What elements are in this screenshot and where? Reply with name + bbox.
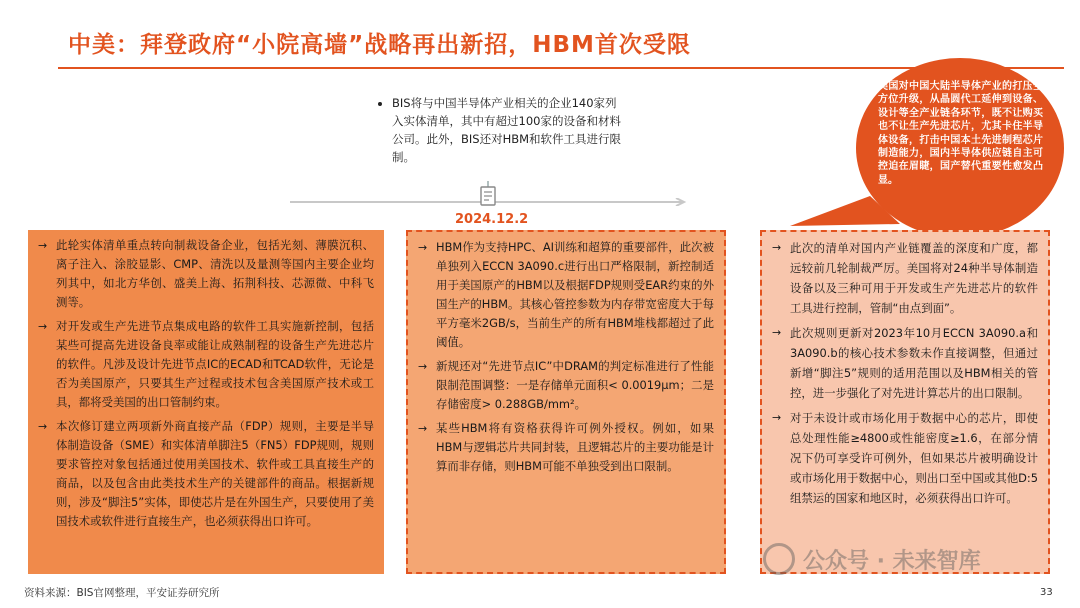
page-number: 33 xyxy=(1040,587,1053,598)
list-item xyxy=(772,323,1038,403)
list-item-text: 新规还对“先进节点IC”中DRAM的判定标准进行了性能限制范围调整：一是存储单元面积< 0.0019μm；二是存储密度> 0.288GB/mm²。 xyxy=(436,359,714,411)
arrow-icon: → xyxy=(418,241,428,254)
document-icon xyxy=(478,181,498,207)
list-item xyxy=(38,317,374,412)
arrow-icon: → xyxy=(772,241,782,254)
list-item-text: 对于未设计或市场化用于数据中心的芯片，即使总处理性能≥4800或性能密度≥1.6，在部分情况下仍可享受许可例外，但如果芯片被明确设计或市场化用于数据中心，则出口至中国或其他D:5组禁运的国家和地区时，必须获得出口许可。 xyxy=(790,411,1038,505)
list-item xyxy=(418,419,714,476)
watermark xyxy=(763,539,1063,579)
list-item-text: HBM作为支持HPC、AI训练和超算的重要部件，此次被单独列入ECCN 3A090.c进行出口严格限制，新控制适用于美国原产的HBM以及根据FDP规则受EAR约束的外国生产的HBM。其核心管控参数为内存带宽密度大于每平方毫米2GB/s，当前生产的所有HBM堆栈都超过了此阈值。 xyxy=(436,240,714,349)
list-item-text: 此次的清单对国内产业链覆盖的深度和广度，都远较前几轮制裁严厉。美国将对24种半导体制造设备以及三种可用于开发或生产先进芯片的软件工具进行控制，管制“由点到面”。 xyxy=(790,241,1038,315)
list-item-text: 对开发或生产先进节点集成电路的软件工具实施新控制，包括某些可提高先进设备良率或能让成熟制程的设备生产先进芯片的软件。凡涉及设计先进节点IC的ECAD和TCAD软件，无论是否为美国原产，只要其生产过程或技术包含美国原产技术或工具，都将受美国的出口管制约束。 xyxy=(56,319,374,409)
arrow-icon: → xyxy=(418,422,428,435)
arrow-icon: → xyxy=(38,420,48,433)
list-item-text: 本次修订建立两项新外商直接产品（FDP）规则，主要是半导体制造设备（SME）和实体清单脚注5（FN5）FDP规则，规则要求管控对象包括通过使用美国技术、软件或工具直接生产的商品，以及包含由此类技术生产的关键部件的商品。根据新规则，涉及“脚注5”实体，即使芯片是在外国生产，只要使用了美国技术或软件进行直接生产，也必须获得出口许可。 xyxy=(56,419,374,528)
intro-text: • BIS将与中国半导体产业相关的企业140家列入实体清单，其中有超过100家的设备和材料公司。此外，BIS还对HBM和软件工具进行限制。 xyxy=(392,94,628,166)
list-item-text: 此轮实体清单重点转向制裁设备企业，包括光刻、薄膜沉积、离子注入、涂胶显影、CMP、清洗以及量测等国内主要企业均列其中，如北方华创、盛美上海、拓荆科技、芯源微、中科飞测等。 xyxy=(56,238,374,309)
arrow-icon: → xyxy=(772,411,782,424)
column-hbm xyxy=(406,230,726,574)
list-item xyxy=(772,238,1038,318)
wechat-icon xyxy=(763,543,795,575)
arrow-icon: → xyxy=(38,239,48,252)
arrow-icon: → xyxy=(418,360,428,373)
arrow-icon: → xyxy=(772,326,782,339)
list-item xyxy=(418,238,714,352)
source-note: 资料来源：BIS官网整理，平安证券研究所 xyxy=(24,587,220,599)
list-item-text: 此次规则更新对2023年10月ECCN 3A090.a和3A090.b的核心技术参数未作直接调整，但通过新增“脚注5”规则的适用范围以及HBM相关的管控，进一步强化了对先进计算芯片的出口限制。 xyxy=(790,326,1038,400)
column-analysis xyxy=(760,230,1050,574)
list-item xyxy=(772,408,1038,508)
list-item-text: 某些HBM将有资格获得许可例外授权。例如，如果HBM与逻辑芯片共同封装，且逻辑芯片的主要功能是计算而非存储，则HBM可能不单独受到出口限制。 xyxy=(436,421,714,473)
column-equipment xyxy=(28,230,384,574)
list-item xyxy=(418,357,714,414)
watermark-text: 公众号 · 未来智库 xyxy=(803,548,981,574)
list-item xyxy=(38,417,374,531)
intro-note xyxy=(378,94,628,166)
arrow-icon: → xyxy=(38,320,48,333)
bubble-text: 美国对中国大陆半导体产业的打压全方位升级，从晶圆代工延伸到设备、设计等全产业链各环节，既不让购买也不让生产先进芯片，尤其卡住半导体设备，打击中国本土先进制程芯片制造能力，国内半导体供应链自主可控迫在眉睫，国产替代重要性愈发凸显。 xyxy=(878,81,1043,186)
page-title: 中美：拜登政府“小院高墙”战略再出新招，HBM首次受限 xyxy=(68,32,691,58)
timeline-date: 2024.12.2 xyxy=(455,212,529,227)
list-item xyxy=(38,236,374,312)
